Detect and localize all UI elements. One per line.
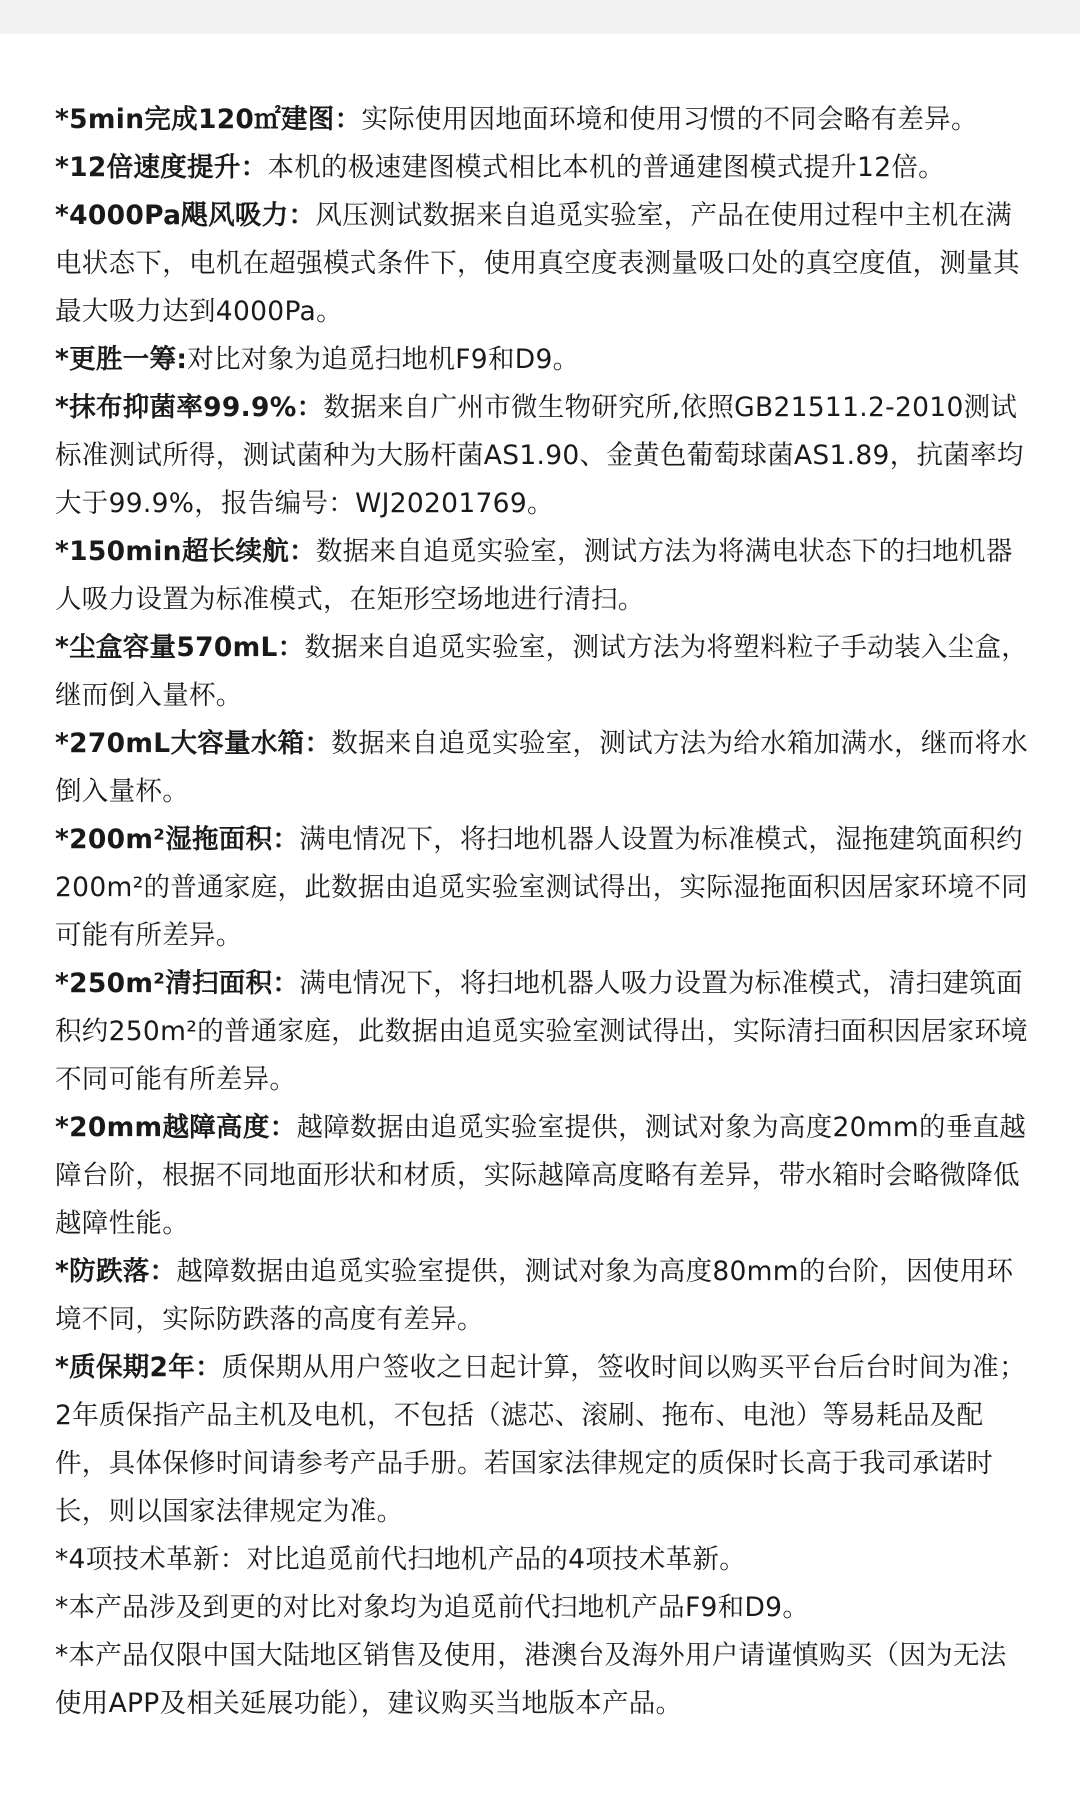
footnote-label: *抹布抑菌率99.9%： [55,392,324,423]
footnotes-list [55,96,1030,1728]
footnote-label: *150min超长续航： [55,536,316,567]
footnote-item [55,1584,1030,1632]
footnote-label: *防跌落： [55,1256,177,1287]
footnote-label: *12倍速度提升： [55,152,268,183]
footnote-item [55,1104,1030,1248]
footnote-text: *本产品涉及到更的对比对象均为追觅前代扫地机产品F9和D9。 [55,1592,810,1623]
footnote-text: 满电情况下，将扫地机器人设置为标准模式，湿拖建筑面积约200m²的普通家庭，此数据由追觅实验室测试得出，实际湿拖面积因居家环境不同可能有所差异。 [55,824,1028,951]
footnote-item [55,528,1030,624]
footnote-item [55,1248,1030,1344]
footnote-label: *200m²湿拖面积： [55,824,300,855]
footnote-text: 对比追觅前代扫地机产品的4项技术革新。 [246,1544,747,1575]
footnote-text: 数据来自追觅实验室，测试方法为将满电状态下的扫地机器人吸力设置为标准模式，在矩形空场地进行清扫。 [55,536,1013,615]
footnote-text: 本机的极速建图模式相比本机的普通建图模式提升12倍。 [267,152,945,183]
footnote-text: 质保期从用户签收之日起计算，签收时间以购买平台后台时间为准；2年质保指产品主机及电机，不包括（滤芯、滚刷、拖布、电池）等易耗品及配件，具体保修时间请参考产品手册。若国家法律规定的质保时长高于我司承诺时长，则以国家法律规定为准。 [55,1352,1026,1527]
footnote-text: 数据来自广州市微生物研究所,依照GB21511.2-2010测试标准测试所得，测试菌种为大肠杆菌AS1.90、金黄色葡萄球菌AS1.89，抗菌率均大于99.9%，报告编号：WJ20201769。 [55,392,1024,519]
footnote-label: *4项技术革新： [55,1544,247,1575]
footnote-text: 越障数据由追觅实验室提供，测试对象为高度80mm的台阶，因使用环境不同，实际防跌落的高度有差异。 [55,1256,1014,1335]
footnote-item [55,384,1030,528]
footnote-label: *4000Pa飓风吸力： [55,200,316,231]
footnote-text: 数据来自追觅实验室，测试方法为将塑料粒子手动装入尘盒，继而倒入量杯。 [55,632,1029,711]
footnote-item [55,1536,1030,1584]
footnote-text: *本产品仅限中国大陆地区销售及使用，港澳台及海外用户请谨慎购买（因为无法使用APP及相关延展功能），建议购买当地版本产品。 [55,1640,1007,1719]
footnote-item [55,96,1030,144]
footnote-item [55,720,1030,816]
footnote-label: *270mL大容量水箱： [55,728,332,759]
footnote-item [55,624,1030,720]
footnote-label: *更胜一筹: [55,344,188,375]
footnote-text: 风压测试数据来自追觅实验室，产品在使用过程中主机在满电状态下，电机在超强模式条件下，使用真空度表测量吸口处的真空度值，测量其最大吸力达到4000Pa。 [55,200,1020,327]
footnote-label: *250m²清扫面积： [55,968,300,999]
footnote-item [55,816,1030,960]
footnote-text: 对比对象为追觅扫地机F9和D9。 [187,344,580,375]
footnote-item [55,960,1030,1104]
footnote-text: 实际使用因地面环境和使用习惯的不同会略有差异。 [361,104,978,135]
footnote-item [55,336,1030,384]
footnote-item [55,1632,1030,1728]
top-band [0,0,1080,34]
footnote-text: 满电情况下，将扫地机器人吸力设置为标准模式，清扫建筑面积约250m²的普通家庭，此数据由追觅实验室测试得出，实际清扫面积因居家环境不同可能有所差异。 [55,968,1028,1095]
footnote-item [55,192,1030,336]
footnote-text: 数据来自追觅实验室，测试方法为给水箱加满水，继而将水倒入量杯。 [55,728,1029,807]
footnote-label: *质保期2年： [55,1352,222,1383]
footnote-label: *5min完成120㎡建图： [55,104,362,135]
footnote-item [55,144,1030,192]
footnote-item [55,1344,1030,1536]
footnote-label: *20mm越障高度： [55,1112,297,1143]
footnote-label: *尘盒容量570mL： [55,632,305,663]
footnote-text: 越障数据由追觅实验室提供，测试对象为高度20mm的垂直越障台阶，根据不同地面形状和材质，实际越障高度略有差异，带水箱时会略微降低越障性能。 [55,1112,1027,1239]
